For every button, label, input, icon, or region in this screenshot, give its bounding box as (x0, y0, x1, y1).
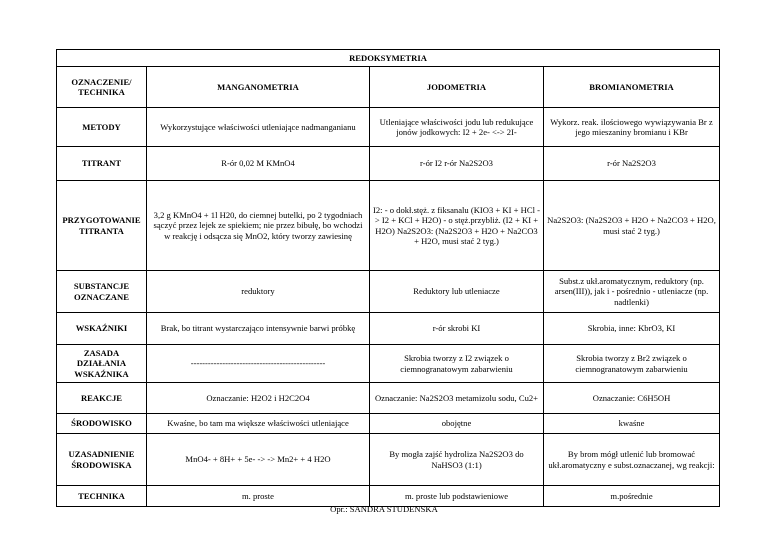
cell-jodometria: Skrobia tworzy z I2 związek o ciemnogranatowym zabarwieniu (370, 345, 544, 383)
cell-bromianometria: Oznaczanie: C6H5OH (544, 383, 720, 414)
cell-jodometria: By mogła zajść hydroliza Na2S2O3 do NaHSO3 (1:1) (370, 434, 544, 486)
cell-manganometria: Wykorzystujące właściwości utleniające nadmanganianu (147, 108, 370, 147)
cell-bromianometria: Skrobia tworzy z Br2 związek o ciemnogranatowym zabarwieniu (544, 345, 720, 383)
row-label: METODY (57, 108, 147, 147)
table-row (57, 108, 720, 147)
table-row (57, 434, 720, 486)
cell-manganometria: Kwaśne, bo tam ma większe właściwości utleniające (147, 414, 370, 434)
table-row (57, 345, 720, 383)
row-label: REAKCJE (57, 383, 147, 414)
cell-jodometria: I2: - o dokł.stęż. z fiksanalu (KIO3 + KI + HCl -> I2 + KCl + H2O) - o stęż.przybliż. (I2 + KI + H2O) Na2S2O3: (Na2S2O3 + H2O + Na2CO3 + H2O, musi stać 2 tyg.) (370, 181, 544, 271)
cell-manganometria: ----------------------------------------------- (147, 345, 370, 383)
cell-manganometria: R-ór 0,02 M KMnO4 (147, 147, 370, 181)
row-label: ZASADA DZIAŁANIA WSKAŹNIKA (57, 345, 147, 383)
cell-jodometria: obojętne (370, 414, 544, 434)
cell-manganometria: Oznaczanie: H2O2 i H2C2O4 (147, 383, 370, 414)
table-row (57, 271, 720, 313)
col-head-bromianometria: BROMIANOMETRIA (544, 67, 720, 108)
cell-bromianometria: r-ór Na2S2O3 (544, 147, 720, 181)
table-title: REDOKSYMETRIA (57, 50, 720, 67)
author-footer: Opr.: SANDRA STUDENSKA (330, 504, 438, 514)
row-label: PRZYGOTOWANIE TITRANTA (57, 181, 147, 271)
cell-bromianometria: Wykorz. reak. ilościowego wywiązywania Br z jego mieszaniny bromianu i KBr (544, 108, 720, 147)
cell-bromianometria: Skrobia, inne: KbrO3, KI (544, 313, 720, 345)
table-row (57, 181, 720, 271)
redox-table (56, 49, 720, 507)
cell-bromianometria: Na2S2O3: (Na2S2O3 + H2O + Na2CO3 + H2O, musi stać 2 tyg.) (544, 181, 720, 271)
cell-jodometria: r-ór I2 r-ór Na2S2O3 (370, 147, 544, 181)
table-row (57, 414, 720, 434)
row-label: SUBSTANCJE OZNACZANE (57, 271, 147, 313)
cell-jodometria: Reduktory lub utleniacze (370, 271, 544, 313)
table-row (57, 313, 720, 345)
cell-bromianometria: m.pośrednie (544, 486, 720, 507)
cell-bromianometria: Subst.z ukł.aromatycznym, reduktory (np. arsen(III)), jak i - pośrednio - utleniacze (np. nadtlenki) (544, 271, 720, 313)
row-label: WSKAŹNIKI (57, 313, 147, 345)
row-label: TITRANT (57, 147, 147, 181)
cell-jodometria: Oznaczanie: Na2S2O3 metamizolu sodu, Cu2+ (370, 383, 544, 414)
cell-manganometria: MnO4- + 8H+ + 5e- -> -> Mn2+ + 4 H2O (147, 434, 370, 486)
cell-bromianometria: By brom mógł utlenić lub bromować ukł.aromatyczny e subst.oznaczanej, wg reakcji: (544, 434, 720, 486)
col-head-manganometria: MANGANOMETRIA (147, 67, 370, 108)
cell-manganometria: m. proste (147, 486, 370, 507)
col-head-jodometria: JODOMETRIA (370, 67, 544, 108)
table-row (57, 383, 720, 414)
cell-manganometria: Brak, bo titrant wystarczająco intensywnie barwi próbkę (147, 313, 370, 345)
row-label: UZASADNIENIE ŚRODOWISKA (57, 434, 147, 486)
cell-jodometria: Utleniające właściwości jodu lub redukujące jonów jodkowych: I2 + 2e- <-> 2I- (370, 108, 544, 147)
cell-manganometria: 3,2 g KMnO4 + 1l H20, do ciemnej butelki, po 2 tygodniach sączyć przez lejek ze spiekiem; nie przez bibułę, bo wchodzi w reakcję i odsącza się MnO2, który tworzy zawiesinę (147, 181, 370, 271)
cell-jodometria: m. proste lub podstawieniowe (370, 486, 544, 507)
table-row (57, 147, 720, 181)
header-label: OZNACZENIE/ TECHNIKA (57, 67, 147, 108)
cell-bromianometria: kwaśne (544, 414, 720, 434)
row-label: ŚRODOWISKO (57, 414, 147, 434)
cell-manganometria: reduktory (147, 271, 370, 313)
row-label: TECHNIKA (57, 486, 147, 507)
cell-jodometria: r-ór skrobi KI (370, 313, 544, 345)
